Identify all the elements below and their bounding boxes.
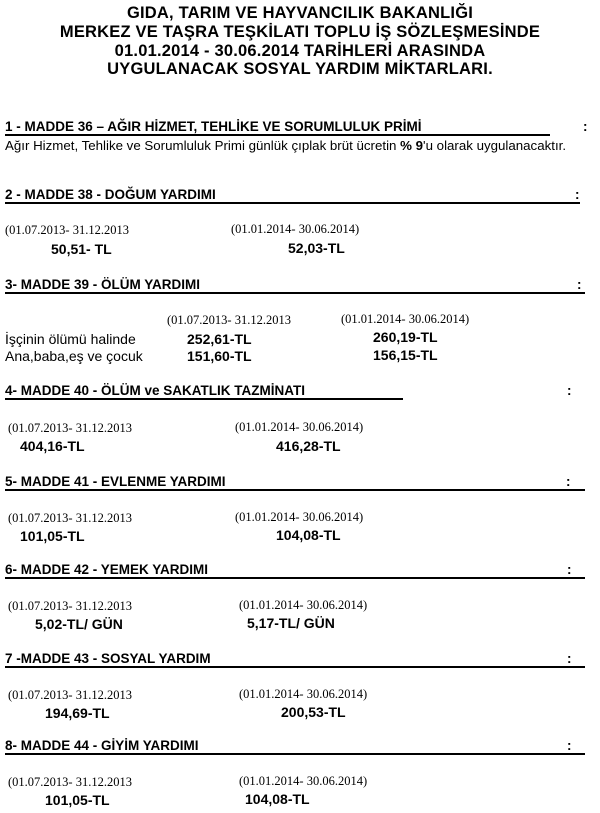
section-madde-39: [5, 276, 595, 364]
title-line-2: MERKEZ VE TAŞRA TEŞKİLATI TOPLU İŞ SÖZLEŞMESİNDE: [59, 22, 541, 41]
heading-text: 1 - MADDE 36 – AĞIR HİZMET, TEHLİKE VE SORUMLULUK PRİMİ: [5, 119, 422, 134]
period-2014: (01.01.2014- 30.06.2014): [235, 420, 364, 434]
period-2014: (01.01.2014- 30.06.2014): [341, 312, 470, 326]
section-heading: [5, 186, 595, 204]
period-2013: (01.07.2013- 31.12.2013: [8, 775, 132, 789]
heading-underline: [5, 577, 585, 579]
period-2013: (01.07.2013- 31.12.2013: [167, 313, 291, 327]
description-text: Ağır Hizmet, Tehlike ve Sorumluluk Primi günlük çıplak brüt ücretin: [5, 138, 401, 153]
heading-colon: :: [583, 119, 588, 134]
amount-2014: 104,08-TL: [276, 527, 341, 543]
heading-colon: :: [577, 277, 582, 292]
description-percent: % 9: [400, 138, 424, 153]
period-2013: (01.07.2013- 31.12.2013: [8, 511, 132, 525]
section-madde-36: [5, 118, 595, 154]
period-2014: (01.01.2014- 30.06.2014): [239, 687, 368, 701]
heading-text: 8- MADDE 44 - GİYİM YARDIMI: [5, 738, 199, 753]
heading-underline: [5, 398, 403, 400]
section-madde-44: [5, 737, 595, 808]
amount-family-2014: 156,15-TL: [373, 347, 438, 363]
heading-underline: [5, 666, 585, 668]
row-label-worker-death: İşçinin ölümü halinde: [5, 331, 136, 347]
heading-text: 7 -MADDE 43 - SOSYAL YARDIM: [5, 651, 211, 666]
heading-text: 6- MADDE 42 - YEMEK YARDIMI: [5, 562, 209, 577]
heading-underline: [5, 134, 550, 136]
section-madde-40: [5, 382, 595, 454]
section-description: [5, 138, 595, 154]
heading-text: 3- MADDE 39 - ÖLÜM YARDIMI: [5, 277, 201, 292]
amount-2014: 416,28-TL: [276, 438, 341, 454]
period-2014: (01.01.2014- 30.06.2014): [235, 510, 364, 524]
section-heading: [5, 473, 595, 491]
amount-worker-2014: 260,19-TL: [373, 329, 438, 345]
heading-underline: [5, 753, 585, 755]
heading-underline: [5, 489, 585, 491]
section-madde-42: [5, 561, 595, 632]
period-2014: (01.01.2014- 30.06.2014): [239, 598, 368, 612]
document-title: [0, 4, 600, 79]
period-2014: (01.01.2014- 30.06.2014): [239, 774, 368, 788]
section-heading: [5, 650, 595, 668]
heading-colon: :: [575, 187, 580, 202]
heading-colon: :: [567, 651, 572, 666]
heading-underline: [5, 202, 580, 204]
title-line-3: 01.01.2014 - 30.06.2014 TARİHLERİ ARASINDA: [114, 41, 486, 60]
amount-2014: 5,17-TL/ GÜN: [247, 615, 335, 631]
description-text-end: 'u olarak uygulanacaktır.: [423, 138, 567, 153]
section-madde-43: [5, 650, 595, 721]
period-2013: (01.07.2013- 31.12.2013: [8, 421, 132, 435]
section-madde-38: [5, 186, 595, 257]
amount-2013: 404,16-TL: [20, 438, 85, 454]
section-heading: [5, 737, 595, 755]
period-2013: (01.07.2013- 31.12.2013: [8, 599, 132, 613]
section-heading: [5, 561, 595, 579]
section-heading: [5, 276, 595, 294]
amount-2014: 200,53-TL: [281, 704, 346, 720]
title-line-4: UYGULANACAK SOSYAL YARDIM MİKTARLARI.: [107, 60, 493, 79]
amount-2013: 194,69-TL: [45, 705, 110, 721]
amount-2013: 50,51- TL: [51, 241, 112, 257]
amount-2013: 5,02-TL/ GÜN: [35, 616, 123, 632]
row-label-family-death: Ana,baba,eş ve çocuk: [5, 348, 143, 364]
amount-2013: 101,05-TL: [20, 528, 85, 544]
section-heading: [5, 118, 595, 136]
section-heading: [5, 382, 595, 400]
heading-text: 5- MADDE 41 - EVLENME YARDIMI: [5, 474, 226, 489]
heading-underline: [5, 292, 585, 294]
section-madde-41: [5, 473, 595, 544]
amount-2013: 101,05-TL: [45, 792, 110, 808]
heading-colon: :: [566, 474, 571, 489]
amount-2014: 104,08-TL: [245, 791, 310, 807]
period-2013: (01.07.2013- 31.12.2013: [8, 688, 132, 702]
period-2014: (01.01.2014- 30.06.2014): [231, 222, 360, 236]
heading-text: 4- MADDE 40 - ÖLÜM ve SAKATLIK TAZMİNATI: [5, 383, 305, 398]
period-2013: (01.07.2013- 31.12.2013: [5, 223, 129, 237]
title-line-1: GIDA, TARIM VE HAYVANCILIK BAKANLIĞI: [126, 4, 474, 22]
amount-family-2013: 151,60-TL: [187, 348, 252, 364]
heading-colon: :: [567, 383, 572, 398]
heading-colon: :: [567, 562, 572, 577]
heading-text: 2 - MADDE 38 - DOĞUM YARDIMI: [5, 187, 216, 202]
amount-worker-2013: 252,61-TL: [187, 331, 252, 347]
heading-colon: :: [567, 738, 572, 753]
amount-2014: 52,03-TL: [288, 240, 345, 256]
